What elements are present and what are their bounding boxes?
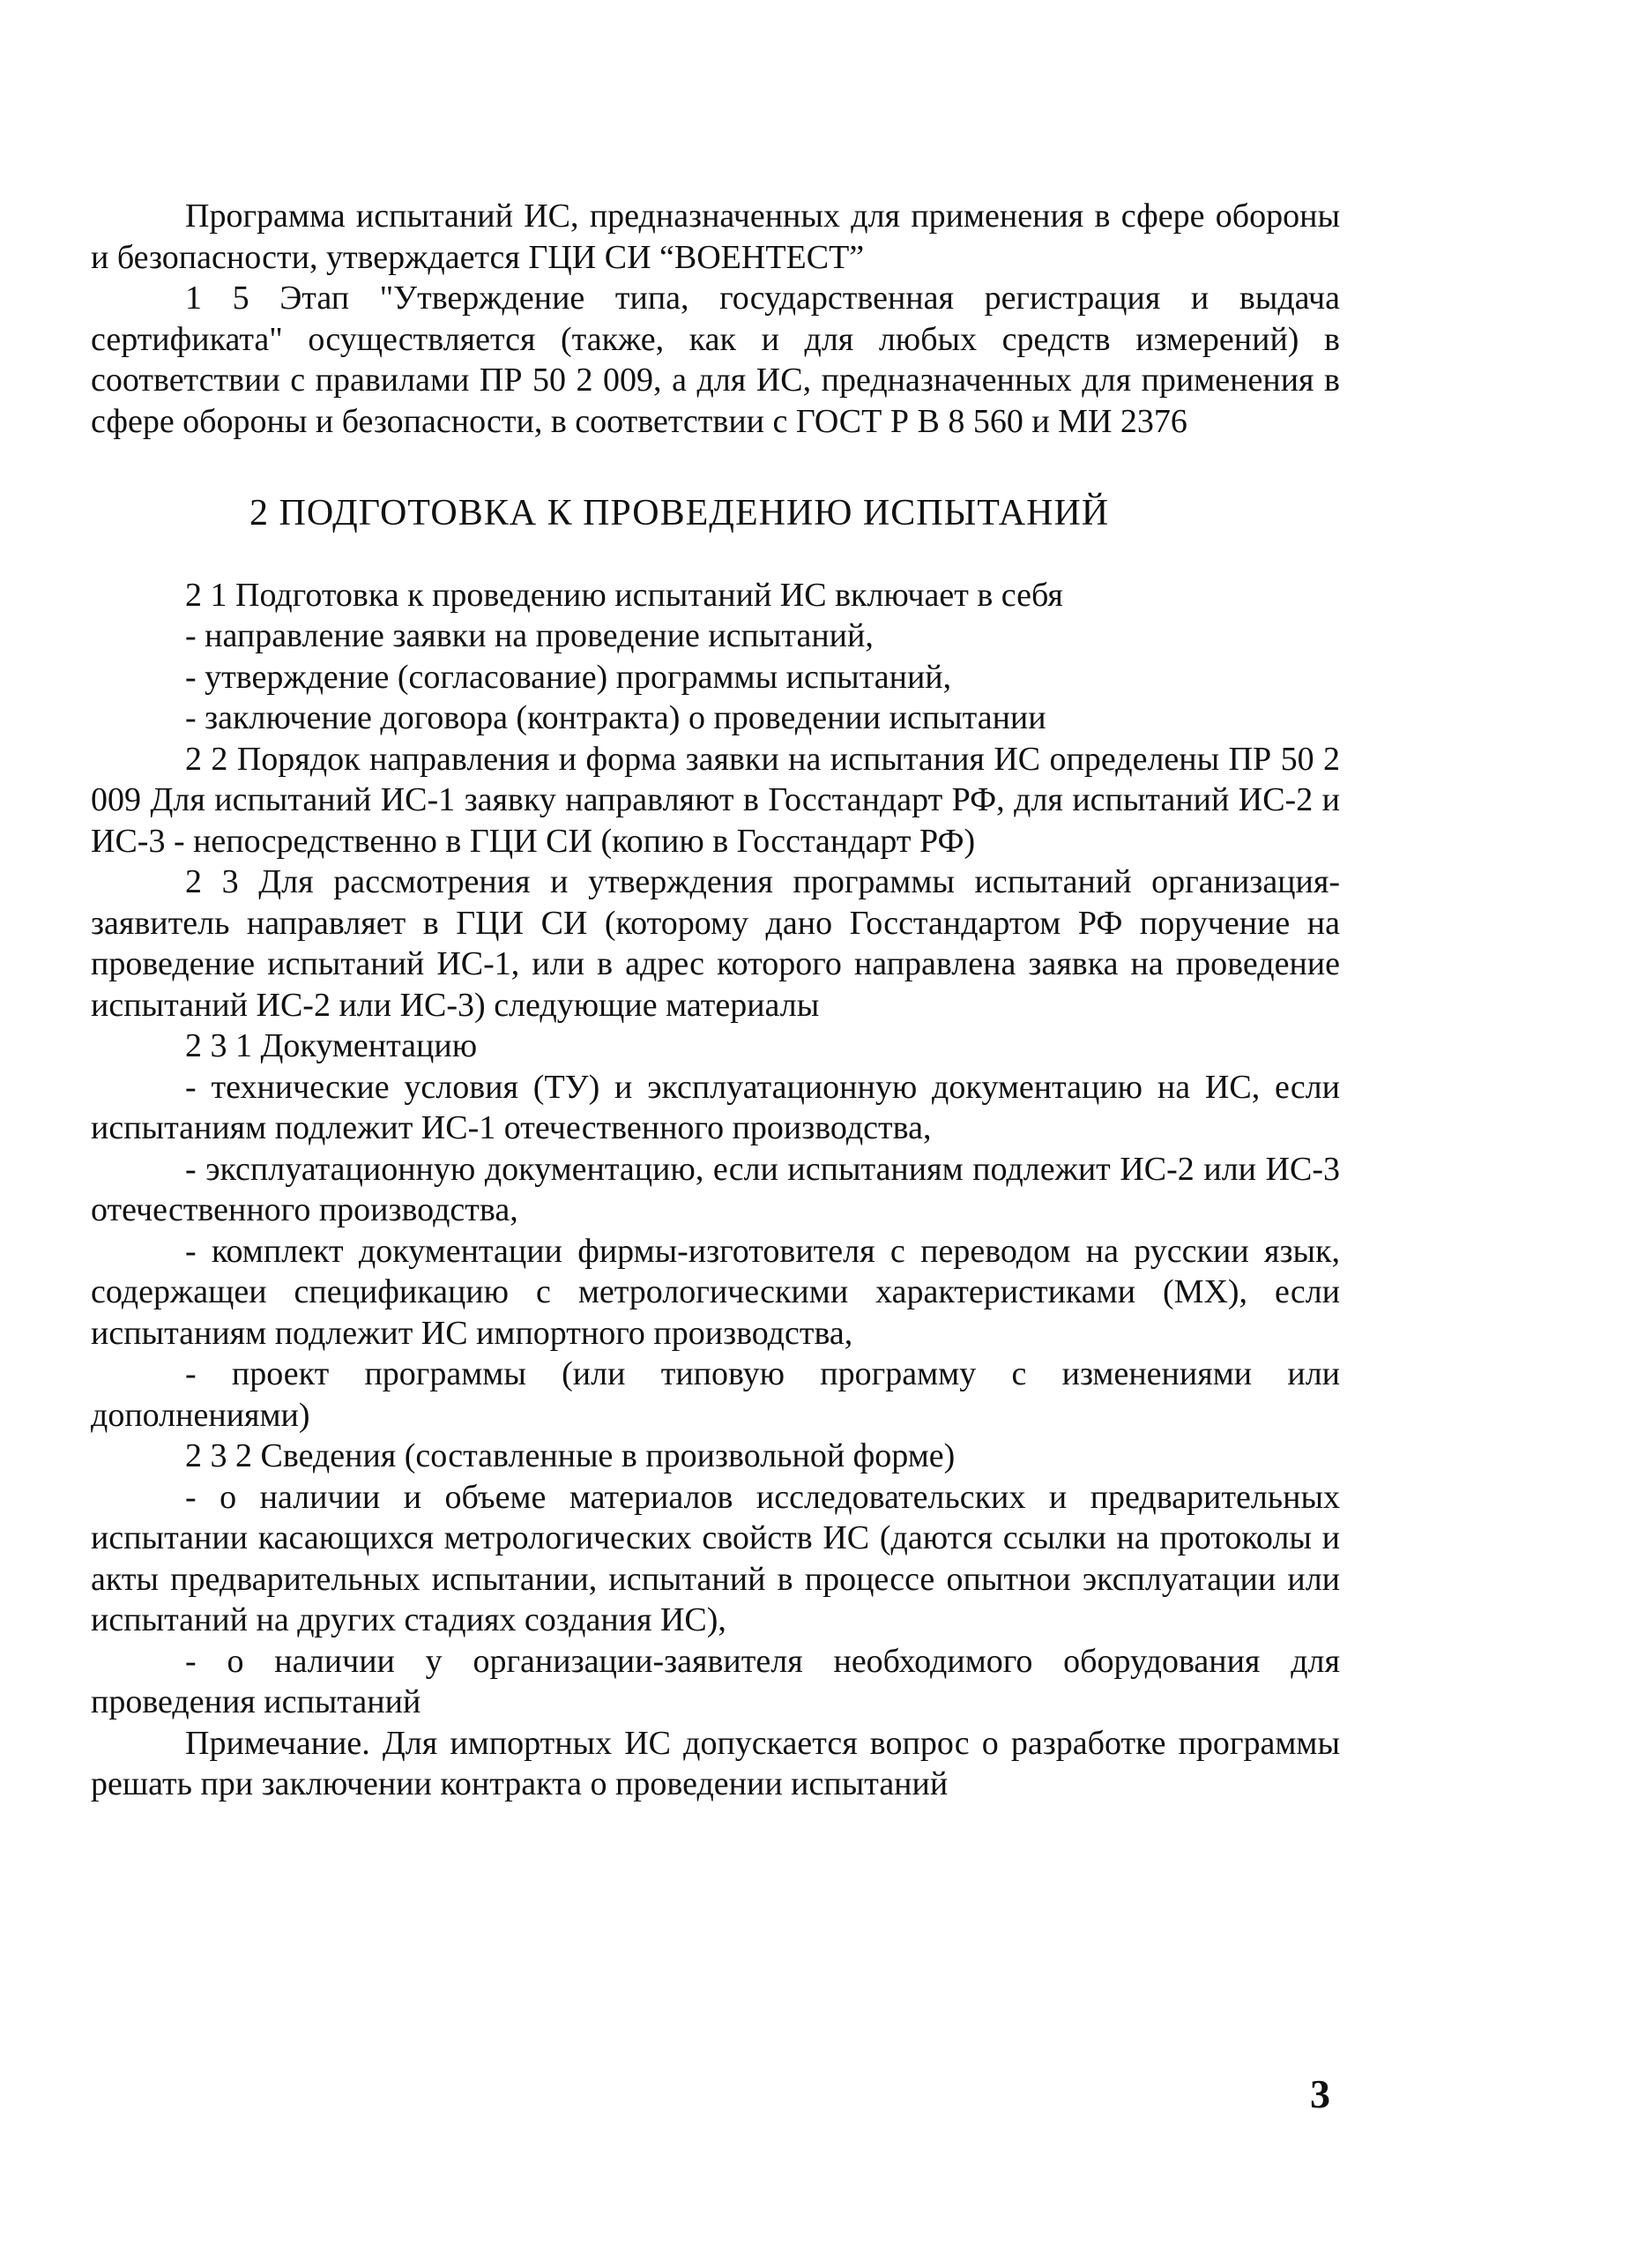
list-item: - проект программы (или типовую программу с изменениями или дополнениями): [91, 1355, 1340, 1434]
document-body: [91, 196, 1340, 1805]
paragraph-2-1: 2 1 Подготовка к проведению испытаний ИС включает в себя: [185, 576, 1063, 614]
page-number: 3: [1310, 2071, 1330, 2116]
list-item: - о наличии у организации-заявителя необходимого оборудования для проведения испытаний: [91, 1642, 1340, 1720]
paragraph-2-2: 2 2 Порядок направления и форма заявки на испытания ИС определены ПР 50 2 009 Для испытаний ИС-1 заявку направляют в Госстандарт РФ, для испытаний ИС-2 и ИС-3 - непосредственно в ГЦИ СИ (копию в Госстандарт РФ): [91, 740, 1340, 860]
list-item: - технические условия (ТУ) и эксплуатационную документацию на ИС, если испытаниям подлежит ИС-1 отечественного производства,: [91, 1068, 1340, 1146]
paragraph-2-3-1: 2 3 1 Документацию: [185, 1027, 478, 1064]
list-item: - комплект документации фирмы-изготовителя с переводом на русскии язык, содержащеи спецификацию с метрологическими характеристиками (МХ), если испытаниям подлежит ИС импортного производства,: [91, 1232, 1340, 1352]
note-paragraph: Примечание. Для импортных ИС допускается вопрос о разработке программы решать при заключении контракта о проведении испытаний: [91, 1724, 1340, 1802]
paragraph-approval: Программа испытаний ИС, предназначенных для применения в сфере обороны и безопасности, утверждается ГЦИ СИ “ВОЕНТЕСТ”: [91, 198, 1340, 276]
paragraph-1-5: 1 5 Этап "Утверждение типа, государственная регистрация и выдача сертификата" осуществляется (также, как и для любых средств измерений) в соответствии с правилами ПР 50 2 009, а для ИС, предназначенных для применения в сфере обороны и безопасности, в соответствии с ГОСТ Р В 8 560 и МИ 2376: [91, 280, 1340, 440]
paragraph-2-3-2: 2 3 2 Сведения (составленные в произвольной форме): [185, 1437, 956, 1474]
paragraph-2-3: 2 3 Для рассмотрения и утверждения программы испытаний организация-заявитель направляет в ГЦИ СИ (которому дано Госстандартом РФ поручение на проведение испытаний ИС-1, или в адрес которого направлена заявка на проведение испытаний ИС-2 или ИС-3) следующие материалы: [91, 863, 1340, 1024]
list-item: - утверждение (согласование) программы испытаний,: [185, 658, 952, 696]
list-item: - о наличии и объеме материалов исследовательских и предварительных испытании касающихся метрологических свойств ИС (даются ссылки на протоколы и акты предварительных испытании, испытаний в процессе опытнои эксплуатации или испытаний на других стадиях создания ИС),: [91, 1478, 1340, 1638]
list-item: - заключение договора (контракта) о проведении испытании: [185, 699, 1046, 736]
list-item: - направление заявки на проведение испытаний,: [185, 617, 874, 654]
section-heading: 2 ПОДГОТОВКА К ПРОВЕДЕНИЮ ИСПЫТАНИЙ: [249, 493, 1110, 533]
list-item: - эксплуатационную документацию, если испытаниям подлежит ИС-2 или ИС-3 отечественного производства,: [91, 1150, 1340, 1228]
